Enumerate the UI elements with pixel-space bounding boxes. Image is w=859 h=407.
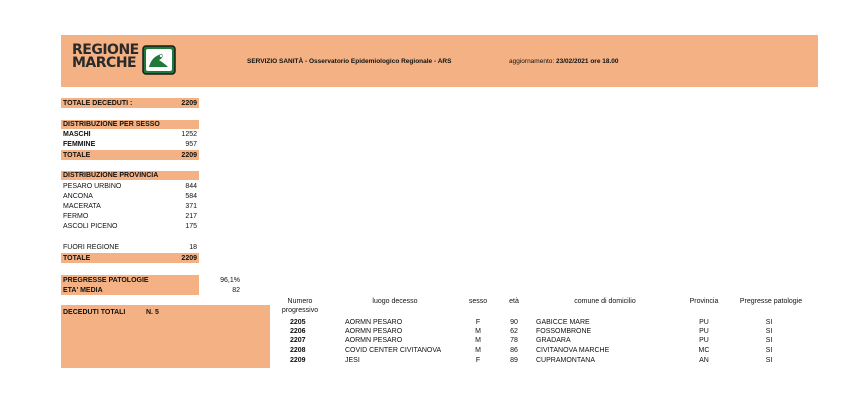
- provincia-ancona-value: 584: [185, 193, 197, 200]
- provincia-total-label: TOTALE: [63, 255, 91, 262]
- pregresse-label: PREGRESSE PATOLOGIE: [63, 277, 149, 284]
- cell-eta: 90: [510, 319, 518, 326]
- table-row: [0, 356, 859, 365]
- pregresse-value: 96,1%: [220, 277, 240, 284]
- update-info: [509, 58, 619, 65]
- cell-luogo: COVID CENTER CIVITANOVA: [345, 347, 442, 354]
- table-row: [0, 336, 859, 345]
- cell-luogo: AORMN PESARO: [345, 337, 403, 344]
- provincia-fermo-label: FERMO: [63, 213, 89, 220]
- eta-media-value: 82: [232, 287, 240, 294]
- cell-patologie: SI: [765, 328, 773, 335]
- cell-sesso: F: [475, 319, 481, 326]
- cell-sesso: M: [475, 328, 481, 335]
- provincia-pesaro-value: 844: [185, 183, 197, 190]
- cell-eta: 89: [510, 357, 518, 364]
- provincia-fermo-value: 217: [185, 213, 197, 220]
- provincia-macerata-label: MACERATA: [63, 203, 101, 210]
- sesso-maschi-label: MASCHI: [63, 131, 91, 138]
- sesso-title: DISTRIBUZIONE PER SESSO: [63, 121, 160, 128]
- cell-comune: CIVITANOVA MARCHE: [536, 347, 610, 354]
- cell-patologie: SI: [765, 319, 773, 326]
- table-row: [0, 346, 859, 355]
- deceduti-totali-count: N. 5: [146, 309, 159, 316]
- service-title: SERVIZIO SANITÀ - Osservatorio Epidemiologico Regionale - ARS: [247, 58, 452, 65]
- cell-provincia: PU: [699, 328, 709, 335]
- cell-provincia: MC: [698, 347, 710, 354]
- cell-luogo: AORMN PESARO: [345, 328, 403, 335]
- provincia-ascoli-value: 175: [185, 223, 197, 230]
- cell-eta: 86: [510, 347, 518, 354]
- eta-media-label: ETA' MEDIA: [63, 287, 103, 294]
- sesso-femmine-value: 957: [185, 141, 197, 148]
- provincia-total-value: 2209: [181, 255, 197, 262]
- cell-numero: 2207: [290, 337, 306, 344]
- cell-comune: GABICCE MARE: [536, 319, 590, 326]
- provincia-ancona-label: ANCONA: [63, 193, 93, 200]
- provincia-title: DISTRIBUZIONE PROVINCIA: [63, 172, 159, 179]
- table-row: [0, 318, 859, 327]
- cell-luogo: JESI: [345, 357, 360, 364]
- cell-comune: CUPRAMONTANA: [536, 357, 595, 364]
- cell-sesso: F: [475, 357, 481, 364]
- cell-provincia: PU: [699, 319, 709, 326]
- sesso-total-label: TOTALE: [63, 152, 91, 159]
- fuori-regione-value: 18: [189, 244, 197, 251]
- deceduti-totali-label: DECEDUTI TOTALI: [63, 309, 126, 316]
- fuori-regione-label: FUORI REGIONE: [63, 244, 120, 251]
- cell-numero: 2206: [290, 328, 306, 335]
- logo-text: REGIONE MARCHE: [72, 42, 139, 71]
- totale-deceduti-label: TOTALE DECEDUTI :: [63, 100, 133, 107]
- cell-patologie: SI: [765, 357, 773, 364]
- cell-numero: 2208: [290, 347, 306, 354]
- cell-luogo: AORMN PESARO: [345, 319, 403, 326]
- cell-eta: 62: [510, 328, 518, 335]
- cell-patologie: SI: [765, 337, 773, 344]
- cell-sesso: M: [475, 337, 481, 344]
- sesso-femmine-label: FEMMINE: [63, 141, 96, 148]
- sesso-maschi-value: 1252: [181, 131, 197, 138]
- regione-marche-logo: [72, 44, 182, 78]
- sesso-total-value: 2209: [181, 152, 197, 159]
- col-header-patologie: Pregresse patologie: [739, 298, 803, 305]
- table-row: [0, 327, 859, 336]
- update-value: 23/02/2021 ore 18.00: [555, 58, 619, 65]
- col-header-eta: età: [509, 298, 519, 305]
- cell-eta: 78: [510, 337, 518, 344]
- cell-numero: 2205: [290, 319, 306, 326]
- provincia-pesaro-label: PESARO URBINO: [63, 183, 122, 190]
- cell-provincia: PU: [699, 337, 709, 344]
- col-header-luogo: luogo decesso: [372, 298, 418, 305]
- cell-sesso: M: [475, 347, 481, 354]
- col-header-numero: Numero progressivo: [281, 298, 319, 314]
- cell-comune: GRADARA: [536, 337, 571, 344]
- col-header-comune: comune di domicilio: [574, 298, 636, 305]
- provincia-ascoli-label: ASCOLI PICENO: [63, 223, 118, 230]
- provincia-macerata-value: 371: [185, 203, 197, 210]
- col-header-sesso: sesso: [468, 298, 488, 305]
- totale-deceduti-value: 2209: [181, 100, 197, 107]
- cell-numero: 2209: [290, 357, 306, 364]
- cell-patologie: SI: [765, 347, 773, 354]
- col-header-provincia: Provincia: [689, 298, 719, 305]
- cell-comune: FOSSOMBRONE: [536, 328, 592, 335]
- update-label: aggiornamento:: [509, 58, 555, 65]
- cell-provincia: AN: [699, 357, 709, 364]
- logo-emblem-icon: [142, 45, 176, 75]
